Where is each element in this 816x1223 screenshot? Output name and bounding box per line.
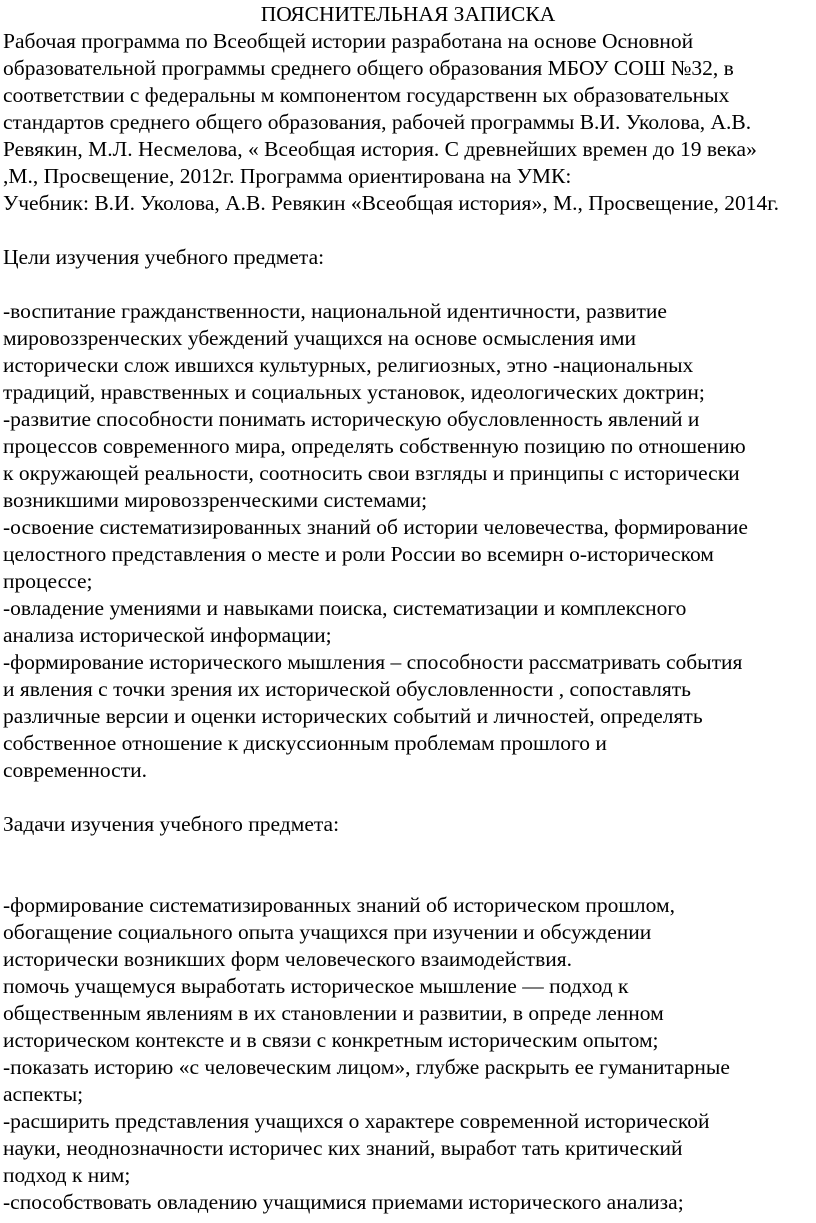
intro-line: соответствии с федеральны м компонентом государственн ых образовательных — [3, 83, 730, 107]
goals-line: традиций, нравственных и социальных установок, идеологических доктрин; — [3, 380, 705, 404]
goals-line: -освоение систематизированных знаний об истории человечества, формирование — [3, 515, 748, 539]
tasks-line: общественным явлениям в их становлении и развитии, в опреде ленном — [3, 1001, 664, 1025]
goals-line: процессе; — [3, 569, 93, 593]
goals-line: мировоззренческих убеждений учащихся на основе осмысления ими — [3, 326, 636, 350]
goals-line: собственное отношение к дискуссионным проблемам прошлого и — [3, 731, 607, 755]
goals-line: различные версии и оценки исторических событий и личностей, определять — [3, 704, 703, 728]
goals-line: и явления с точки зрения их исторической обусловленности , сопоставлять — [3, 677, 691, 701]
goals-line: -воспитание гражданственности, национальной идентичности, развитие — [3, 299, 667, 323]
tasks-line: исторически возникших форм человеческого взаимодействия. — [3, 947, 572, 971]
tasks-line: аспекты; — [3, 1082, 84, 1106]
tasks-line: помочь учащемуся выработать историческое мышление — подход к — [3, 974, 629, 998]
tasks-line: подход к ним; — [3, 1163, 131, 1187]
goals-line: анализа исторической информации; — [3, 623, 332, 647]
goals-line: -формирование исторического мышления – способности рассматривать события — [3, 650, 743, 674]
tasks-heading: Задачи изучения учебного предмета: — [3, 812, 340, 836]
tasks-line: -расширить представления учащихся о характере современной исторической — [3, 1109, 710, 1133]
tasks-line: -формирование систематизированных знаний об историческом прошлом, — [3, 893, 675, 917]
goals-line: исторически слож ившихся культурных, религиозных, этно -национальных — [3, 353, 694, 377]
tasks-line: обогащение социального опыта учащихся при изучении и обсуждении — [3, 920, 652, 944]
goals-line: целостного представления о месте и роли России во всемирн о-историческом — [3, 542, 714, 566]
goals-line: процессов современного мира, определять собственную позицию по отношению — [3, 434, 746, 458]
tasks-line: историческом контексте и в связи с конкретным историческим опытом; — [3, 1028, 659, 1052]
intro-line: ,М., Просвещение, 2012г. Программа ориентирована на УМК: — [3, 164, 572, 188]
intro-line: Ревякин, М.Л. Несмелова, « Всеобщая история. С древнейших времен до 19 века» — [3, 137, 757, 161]
tasks-line: науки, неоднозначности историчес ких знаний, выработ тать критический — [3, 1136, 683, 1160]
tasks-line: -показать историю «с человеческим лицом», глубже раскрыть ее гуманитарные — [3, 1055, 730, 1079]
intro-line: образовательной программы среднего общего образования МБОУ СОШ №32, в — [3, 56, 734, 80]
intro-line: стандартов среднего общего образования, рабочей программы В.И. Уколова, А.В. — [3, 110, 752, 134]
goals-line: -овладение умениями и навыками поиска, систематизации и комплексного — [3, 596, 687, 620]
goals-heading: Цели изучения учебного предмета: — [3, 245, 325, 269]
tasks-line: -способствовать овладению учащимися приемами исторического анализа; — [3, 1190, 684, 1214]
goals-line: современности. — [3, 758, 148, 782]
page-title: ПОЯСНИТЕЛЬНАЯ ЗАПИСКА — [260, 2, 556, 26]
goals-line: -развитие способности понимать историческую обусловленность явлений и — [3, 407, 700, 431]
intro-line: Учебник: В.И. Уколова, А.В. Ревякин «Всеобщая история», М., Просвещение, 2014г. — [3, 191, 780, 215]
goals-line: к окружающей реальности, соотносить свои взгляды и принципы с исторически — [3, 461, 740, 485]
goals-line: возникшими мировоззренческими системами; — [3, 488, 428, 512]
intro-line: Рабочая программа по Всеобщей истории разработана на основе Основной — [3, 29, 694, 53]
